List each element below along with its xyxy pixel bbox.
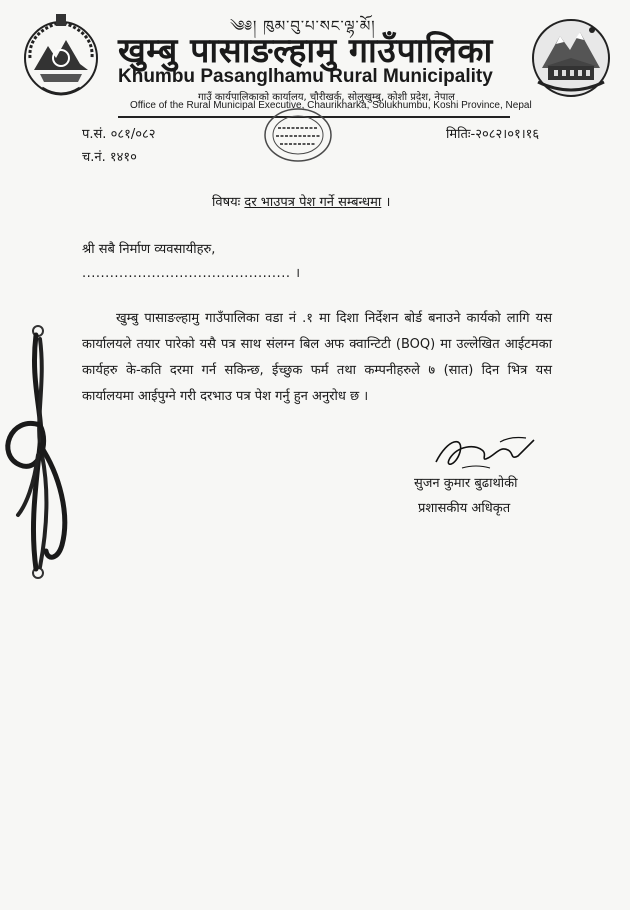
letter-date: मितिः-२०८२।०१।१६ xyxy=(446,127,540,142)
address-english: Office of the Rural Municipal Executive, Chaurikharka, Solukhumbu, Koshi Province, Nepal xyxy=(130,100,532,111)
body-paragraph: खुम्बु पासाङल्हामु गाउँपालिका वडा नं .१ मा दिशा निर्देशन बोर्ड बनाउने कार्यको लागि यस कार्यालयले तयार पारेको यसै पत्र साथ संलग्न बिल अफ क्वान्टिटी (BOQ) मा उल्लेखित आईटमका कार्यहरु के-कति दरमा गर्न सकिन्छ, ईच्छुक फर्म तथा कम्पनीहरुले ७ (सात) दिन भित्र यस कार्यालयमा आईपुग्ने गरी दरभाउ पत्र पेश गर्नु हुन अनुरोध छ । xyxy=(82,311,552,404)
dispatch-number: च.नं. १४१० xyxy=(82,150,137,165)
addressee-dotted-line: ............................................. । xyxy=(82,266,301,281)
subject-line xyxy=(212,192,390,210)
municipality-logo-icon xyxy=(530,16,612,100)
letter-body xyxy=(82,306,552,410)
signature-icon xyxy=(430,428,540,474)
subject-end: । xyxy=(385,195,391,210)
nepal-emblem-icon xyxy=(20,12,102,104)
municipality-title-english: Khumbu Pasanglhamu Rural Municipality xyxy=(118,66,493,87)
address-nepali: गाउँ कार्यपालिकाको कार्यालय, चौरीखर्क, सोलुखुम्बु, कोशी प्रदेश, नेपाल xyxy=(198,92,455,103)
addressee-line: श्री सबै निर्माण व्यवसायीहरु, xyxy=(82,242,216,257)
subject-label: विषयः xyxy=(212,195,241,210)
file-tag-string-icon xyxy=(0,315,80,590)
signatory-title: प्रशासकीय अधिकृत xyxy=(418,501,511,516)
office-stamp-icon xyxy=(262,106,334,164)
reference-number: प.सं. ०८१/०८२ xyxy=(82,127,156,142)
subject-text: दर भाउपत्र पेश गर्ने सम्बन्धमा xyxy=(244,195,382,210)
signatory-name: सुजन कुमार बुढाथोकी xyxy=(414,476,518,491)
tibetan-script-line: ༄༅། ཁུམ་བུ་པ་སང་ལྷ་མོ། xyxy=(230,17,376,35)
municipality-title-nepali: खुम्बु पासाङल्हामु गाउँपालिका xyxy=(118,31,493,71)
